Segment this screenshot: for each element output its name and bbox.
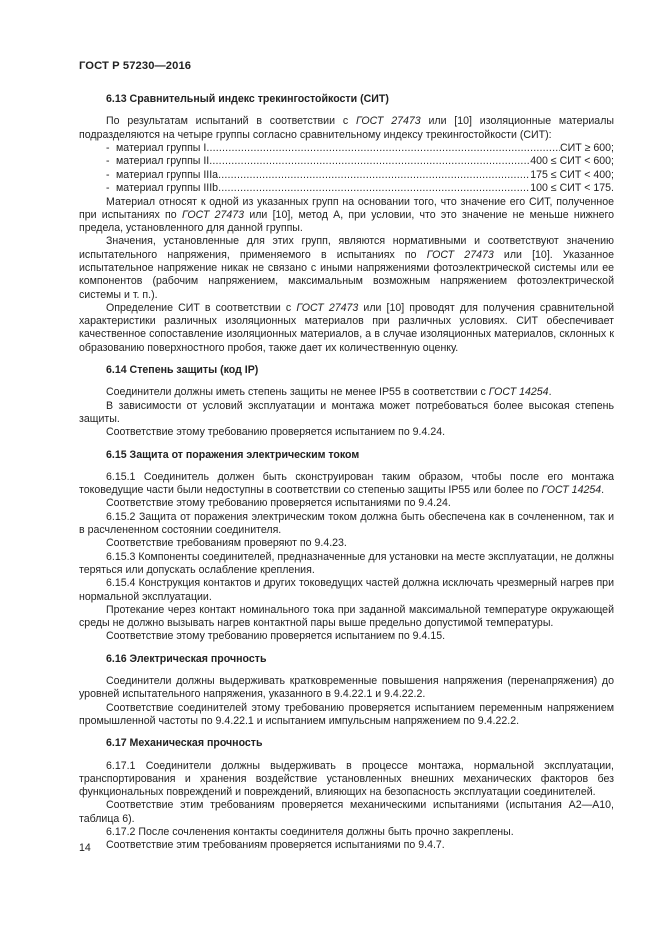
list-item: - материал группы IIIa ..... 175 ≤ СИТ < 400; <box>79 169 614 182</box>
paragraph: Соответствие этому требованию проверяется испытанием по 9.4.24. <box>106 426 446 439</box>
paragraph: 6.17.2 После сочленения контакты соединителя должны быть прочно закреплены. <box>106 825 514 838</box>
section-heading-6-13: 6.13 Сравнительный индекс трекингостойкости (СИТ) <box>106 93 389 105</box>
standard-reference: ГОСТ 14254 <box>541 484 602 497</box>
paragraph: Соответствие этим требованиям проверяется механическими испытаниями (испытания А2—А10, таблица 6). <box>79 799 614 825</box>
paragraph: Соответствие этому требованию проверяется испытаниями по 9.4.24. <box>106 497 451 510</box>
dot-leader <box>218 182 530 195</box>
standard-reference: ГОСТ 27473 <box>181 208 245 221</box>
paragraph: 6.15.1 Соединитель должен быть сконструирован таким образом, чтобы после его монтажа токоведущие части были недоступны в соответствии со степенью защиты IP55 или более по ГОСТ 14254. <box>79 470 614 497</box>
paragraph: Соответствие этому требованию проверяется испытанием по 9.4.15. <box>106 630 446 643</box>
standard-reference: ГОСТ 14254 <box>488 386 549 399</box>
paragraph: 6.15.3 Компоненты соединителей, предназначенные для установки на месте эксплуатации, не должны теряться или допускать ослабление крепления. <box>79 550 614 576</box>
dot-leader <box>218 169 530 182</box>
paragraph: По результатам испытаний в соответствии с ГОСТ 27473 или [10] изоляционные материалы подразделяются на четыре группы согласно сравнительному индексу трекингостойкости (СИТ): <box>79 115 614 141</box>
dot-leader <box>209 155 530 168</box>
paragraph: Соединители должны выдерживать кратковременные повышения напряжения (перенапряжения) до уровней испытательного напряжения, указанного в 9.4.22.1 и 9.4.22.2. <box>79 675 614 701</box>
paragraph: Материал относят к одной из указанных групп на основании того, что значение его СИТ, полученное при испытаниях по ГОСТ 27473 или [10], метод А, при условии, что это значение не меньше нижнего предела, установленного для данной группы. <box>79 195 614 235</box>
paragraph: Соответствие этим требованиям проверяется испытаниями по 9.4.7. <box>106 839 445 852</box>
paragraph: 6.15.2 Защита от поражения электрическим током должна быть обеспечена как в сочлененном, так и в расчлененном состоянии соединителя. <box>79 510 614 537</box>
document-body <box>79 93 614 853</box>
document-header: ГОСТ Р 57230—2016 <box>79 60 192 72</box>
paragraph: 6.15.4 Конструкция контактов и других токоведущих частей должна исключать чрезмерный нагрев при нормальной эксплуатации. <box>79 577 614 603</box>
section-heading-6-17: 6.17 Механическая прочность <box>106 737 263 750</box>
dot-leader <box>206 142 560 155</box>
list-item: - материал группы IIIb ..... 100 ≤ СИТ < 175. <box>79 182 614 195</box>
paragraph: Соединители должны иметь степень защиты не менее IP55 в соответствии с ГОСТ 14254. <box>106 386 552 399</box>
standard-reference: ГОСТ 27473 <box>296 301 359 314</box>
section-heading-6-15: 6.15 Защита от поражения электрическим током <box>106 448 360 461</box>
paragraph: 6.17.1 Соединители должны выдерживать в процессе монтажа, нормальной эксплуатации, транспортирования и хранения воздействие установленных внешних механических факторов без функциональных повреждений и повреждений, влияющих на безопасность эксплуатации соединителей. <box>79 759 614 799</box>
paragraph: Соответствие соединителей этому требованию проверяется испытанием переменным напряжением промышленной частоты по 9.4.22.1 и испытанием импульсным напряжением по 9.4.22.2. <box>79 701 614 727</box>
page-number: 14 <box>79 842 91 854</box>
list-item: - материал группы II ..... 400 ≤ СИТ < 600; <box>79 155 614 168</box>
paragraph: Определение СИТ в соответствии с ГОСТ 27473 или [10] проводят для получения сравнительной характеристики различных изоляционных материалов при различных условиях. СИТ обеспечивает качественное сопоставление изоляционных материалов, а в случае изоляционных материалов, склонных к образованию поверхностного пробоя, также дает их количественную оценку. <box>79 301 615 354</box>
list-item: - материал группы I ..... СИТ ≥ 600; <box>79 142 614 155</box>
paragraph: Соответствие требованиям проверяют по 9.4.23. <box>106 537 347 550</box>
standard-reference: ГОСТ 27473 <box>426 248 494 261</box>
paragraph: В зависимости от условий эксплуатации и монтажа может потребоваться более высокая степень защиты. <box>79 399 614 425</box>
standard-reference: ГОСТ 27473 <box>355 115 421 128</box>
material-groups-list <box>79 142 614 196</box>
section-heading-6-14: 6.14 Степень защиты (код IP) <box>106 364 259 377</box>
section-heading-6-16: 6.16 Электрическая прочность <box>106 652 267 665</box>
paragraph: Значения, установленные для этих групп, являются нормативными и соответствуют значению испытательного напряжения, применяемого в испытаниях по ГОСТ 27473 или [10]. Указанное испытательное напряжение никак не связано с иными напряжениями фотоэлектрической системы или ее компонентов (рабочим напряжением, максимальным возможным напряжением фотоэлектрической системы и т. п.). <box>79 235 614 301</box>
paragraph: Протекание через контакт номинального тока при заданной максимальной температуре окружающей среды не должно вызывать нагрев контактной пары выше предельно допустимой температуры. <box>79 603 614 630</box>
